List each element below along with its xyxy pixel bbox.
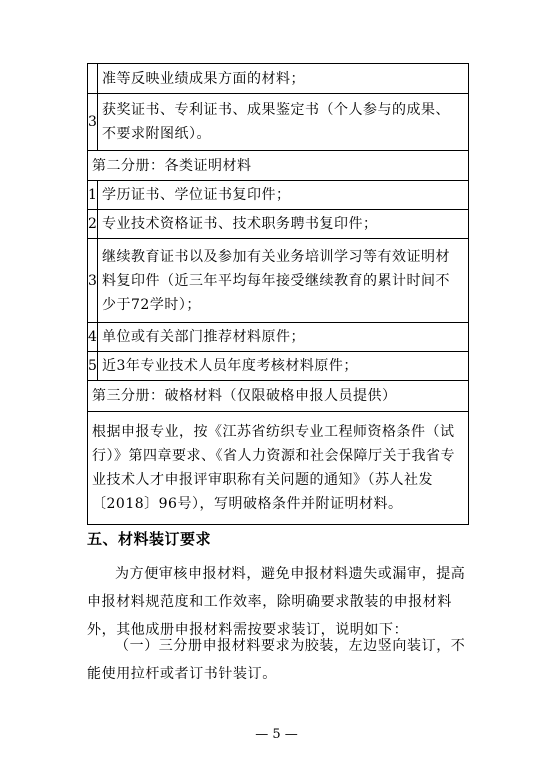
table-row [88, 181, 469, 210]
paragraph: 为方便审核申报材料，避免申报材料遗失或漏审，提高申报材料规范度和工作效率，除明确要求散装的申报材料外，其他成册申报材料需按要求装订，说明如下： [87, 566, 466, 638]
row-number: 3 [88, 239, 98, 323]
row-number: 5 [88, 352, 98, 381]
section-3-body: 根据申报专业，按《江苏省纺织专业工程师资格条件（试行）》第四章要求、《省人力资源和社会保障厅关于我省专业技术人才申报评审职称有关问题的通知》（苏人社发〔2018〕96号），写明破格条件并附证明材料。 [88, 412, 469, 525]
section-heading-2: 第二分册：各类证明材料 [88, 151, 469, 181]
row-text: 学历证书、学位证书复印件； [98, 181, 469, 210]
section-row [88, 381, 469, 412]
table-row [88, 239, 469, 323]
row-text: 专业技术资格证书、技术职务聘书复印件； [98, 210, 469, 239]
materials-table [87, 63, 469, 525]
row-text: 获奖证书、专利证书、成果鉴定书（个人参与的成果、不要求附图纸）。 [98, 94, 469, 151]
row-text: 单位或有关部门推荐材料原件； [98, 323, 469, 352]
page-number: — 5 — [255, 727, 298, 742]
table-row [88, 210, 469, 239]
paragraph: （一）三分册申报材料要求为胶装，左边竖向装订，不能使用拉杆或者订书针装订。 [87, 638, 466, 682]
section-row [88, 151, 469, 181]
row-text: 继续教育证书以及参加有关业务培训学习等有效证明材料复印件（近三年平均每年接受继续教育的累计时间不少于72学时）； [98, 239, 469, 323]
table-row [88, 352, 469, 381]
row-number [88, 64, 98, 94]
row-text: 准等反映业绩成果方面的材料； [98, 64, 469, 94]
row-number: 2 [88, 210, 98, 239]
section-body-row [88, 412, 469, 525]
row-number: 3 [88, 94, 98, 151]
section-title: 五、材料装订要求 [87, 530, 212, 548]
table-row [88, 323, 469, 352]
table-row [88, 94, 469, 151]
row-text: 近3年专业技术人员年度考核材料原件； [98, 352, 469, 381]
table-row [88, 64, 469, 94]
row-number: 1 [88, 181, 98, 210]
section-heading-3: 第三分册：破格材料（仅限破格申报人员提供） [88, 381, 469, 412]
row-number: 4 [88, 323, 98, 352]
